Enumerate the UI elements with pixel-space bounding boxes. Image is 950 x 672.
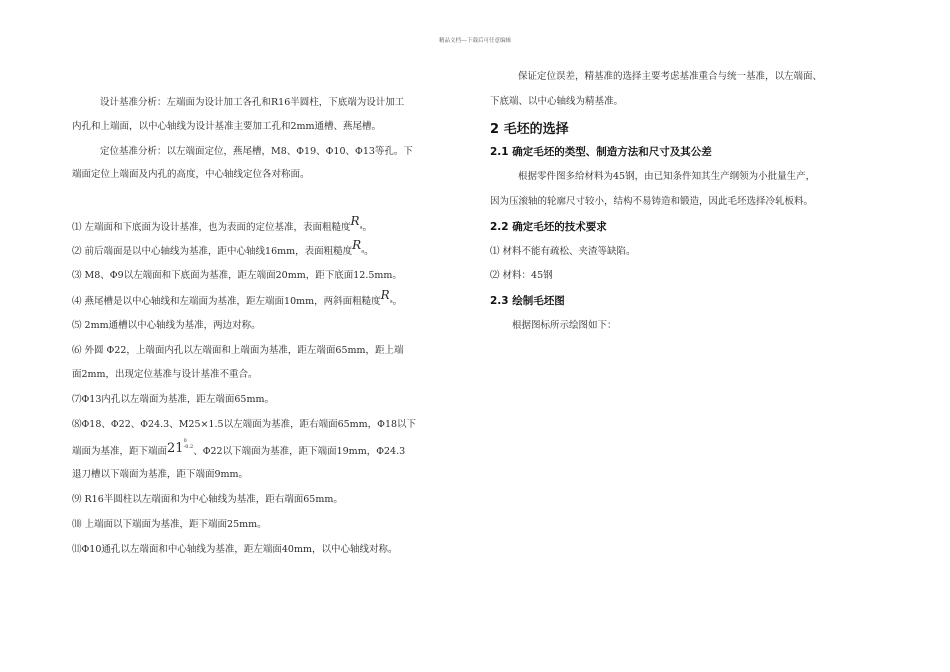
list-item-11: ⑾Φ10通孔以左端面和中心轴线为基准，距左端面40mm，以中心轴线对称。 bbox=[72, 544, 398, 555]
section-heading-2-1: 2.1 确定毛坯的类型、制造方法和尺寸及其公差 bbox=[490, 146, 712, 158]
design-analysis-line2: 内孔和上端面，以中心轴线为设计基准主要加工孔和2mm通槽、燕尾槽。 bbox=[72, 121, 382, 132]
list-item-4-text: ⑷ 燕尾槽是以中心轴线和左端面为基准，距左端面10mm，两斜面粗糙度 bbox=[72, 296, 381, 307]
intro-line2: 下底端、以中心轴线为精基准。 bbox=[490, 96, 624, 107]
intro-line1: 保证定位误差，精基准的选择主要考虑基准重合与统一基准，以左端面、 bbox=[518, 71, 823, 82]
roughness-symbol: $R_a$ bbox=[350, 214, 363, 231]
roughness-symbol: $R_a$ bbox=[380, 288, 393, 305]
list-item-6b: 面2mm，出现定位基准与设计基准不重合。 bbox=[72, 369, 258, 380]
page-header: 精品文档---下载后可任意编辑 bbox=[439, 38, 511, 44]
list-item-6a: ⑹ 外圆 Φ22，上端面内孔以左端面和上端面为基准，距左端面65mm，距上端 bbox=[72, 345, 404, 356]
list-item-1: ⑴ 左端面和下底面为设计基准，也为表面的定位基准，表面粗糙度$R_a$。 bbox=[72, 214, 373, 233]
section-2-2-item2: ⑵ 材料：45钢 bbox=[490, 270, 553, 281]
list-item-8c: 退刀槽以下端面为基准，距下端面9mm。 bbox=[72, 469, 249, 480]
section-2-3-line1: 根据图标所示绘图如下： bbox=[512, 320, 617, 331]
tolerance-limits: 0 -0.2 bbox=[183, 438, 194, 450]
list-item-3: ⑶ M8、Φ9以左端面和下底面为基准，距左端面20mm，距下底面12.5mm。 bbox=[72, 270, 402, 281]
list-item-2-text: ⑵ 前后端面是以中心轴线为基准，距中心轴线16mm，表面粗糙度 bbox=[72, 246, 353, 257]
section-2-2-item1: ⑴ 材料不能有疏松、夹渣等缺陷。 bbox=[490, 246, 636, 257]
list-item-8a: ⑻Φ18、Φ22、Φ24.3、M25×1.5以左端面为基准，距右端面65mm，Φ18以下 bbox=[72, 419, 417, 430]
list-item-8b: 端面为基准，距下端面210 -0.2、Φ22以下端面为基准，距下端面19mm，Φ24.3 bbox=[72, 438, 406, 457]
list-item-9: ⑼ R16半圆柱以左端面和为中心轴线为基准，距右端面65mm。 bbox=[72, 494, 343, 505]
list-item-1-text: ⑴ 左端面和下底面为设计基准，也为表面的定位基准，表面粗糙度 bbox=[72, 222, 351, 233]
list-item-2: ⑵ 前后端面是以中心轴线为基准，距中心轴线16mm，表面粗糙度$R_a$。 bbox=[72, 238, 374, 257]
locating-analysis-line2: 端面定位上端面及内孔的高度，中心轴线定位各对称面。 bbox=[72, 169, 310, 180]
list-item-5: ⑸ 2mm通槽以中心轴线为基准，两边对称。 bbox=[72, 320, 261, 331]
design-analysis-line1: 设计基准分析：左端面为设计加工各孔和R16半圆柱，下底端为设计加工 bbox=[100, 97, 405, 108]
list-item-4: ⑷ 燕尾槽是以中心轴线和左端面为基准，距左端面10mm，两斜面粗糙度$R_a$。 bbox=[72, 288, 403, 307]
tolerance-dimension: 21 bbox=[167, 441, 184, 456]
section-2-1-line2: 因为压滚轴的轮廓尺寸较小，结构不易铸造和锻造，因此毛坯选择冷轧板料。 bbox=[490, 196, 814, 207]
roughness-symbol: $R_a$ bbox=[352, 238, 365, 255]
list-item-10: ⑽ 上端面以下端面为基准，距下端面25mm。 bbox=[72, 519, 267, 530]
list-item-7: ⑺Φ13内孔以左端面为基准，距左端面65mm。 bbox=[72, 394, 274, 405]
section-heading-2-2: 2.2 确定毛坯的技术要求 bbox=[490, 221, 607, 233]
section-2-1-line1: 根据零件图多给材料为45钢，由已知条件知其生产纲领为小批量生产， bbox=[518, 171, 816, 182]
section-heading-2-3: 2.3 绘制毛坯图 bbox=[490, 295, 565, 307]
section-heading-2: 2 毛坯的选择 bbox=[490, 122, 569, 137]
locating-analysis-line1: 定位基准分析：以左端面定位，燕尾槽，M8、Φ19、Φ10、Φ13等孔。下 bbox=[100, 146, 413, 157]
